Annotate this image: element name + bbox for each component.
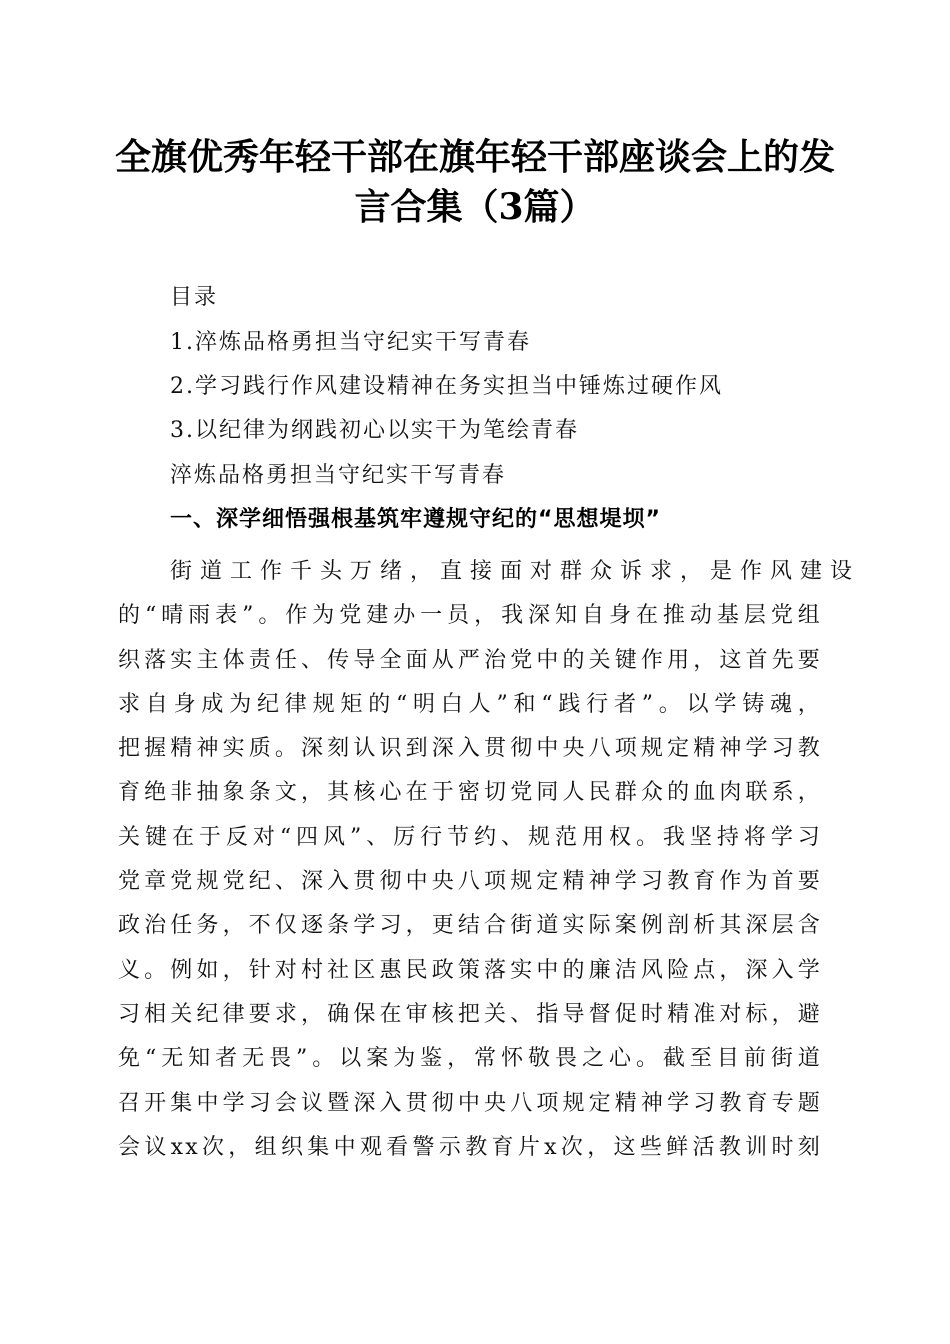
toc-item-1: 1.淬炼品格勇担当守纪实干写青春 <box>170 330 531 355</box>
body-line: 把握精神实质。深刻认识到深入贯彻中央八项规定精神学习教 <box>118 736 822 762</box>
body-line: 会议xx次，组织集中观看警示教育片x次，这些鲜活教训时刻 <box>118 1134 822 1160</box>
body-line: 习相关纪律要求，确保在审核把关、指导督促时精准对标，避 <box>118 1001 822 1027</box>
body-line: 求自身成为纪律规矩的“明白人”和“践行者”。以学铸魂， <box>118 691 822 717</box>
body-line: 育绝非抽象条文，其核心在于密切党同人民群众的血肉联系， <box>118 780 822 806</box>
document-title <box>110 132 840 232</box>
section-heading-1: 一、深学细悟强根基筑牢遵规守纪的“思想堤坝” <box>170 507 661 532</box>
body-line: 政治任务，不仅逐条学习，更结合街道实际案例剖析其深层含 <box>118 913 822 939</box>
toc-item-2: 2.学习践行作风建设精神在务实担当中锤炼过硬作风 <box>170 374 723 399</box>
body-line: 织落实主体责任、传导全面从严治党中的关键作用，这首先要 <box>118 647 822 673</box>
body-line: 关键在于反对“四风”、厉行节约、规范用权。我坚持将学习 <box>118 824 822 850</box>
body-line: 的“晴雨表”。作为党建办一员，我深知自身在推动基层党组 <box>118 603 822 629</box>
section-title: 淬炼品格勇担当守纪实干写青春 <box>170 463 507 488</box>
toc-label: 目录 <box>170 285 219 310</box>
body-line: 召开集中学习会议暨深入贯彻中央八项规定精神学习教育专题 <box>118 1090 822 1116</box>
body-line: 义。例如，针对村社区惠民政策落实中的廉洁风险点，深入学 <box>118 957 822 983</box>
title-line-1: 全旗优秀年轻干部在旗年轻干部座谈会上的发 <box>114 136 835 178</box>
body-line: 免“无知者无畏”。以案为鉴，常怀敬畏之心。截至目前街道 <box>118 1046 822 1072</box>
title-line-2: 言合集（3篇） <box>354 186 596 228</box>
body-line: 街道工作千头万绪，直接面对群众诉求，是作风建设 <box>170 559 861 584</box>
body-line: 党章党规党纪、深入贯彻中央八项规定精神学习教育作为首要 <box>118 869 822 895</box>
toc-item-3: 3.以纪律为纲践初心以实干为笔绘青春 <box>170 418 579 443</box>
body-paragraph <box>118 550 861 1170</box>
